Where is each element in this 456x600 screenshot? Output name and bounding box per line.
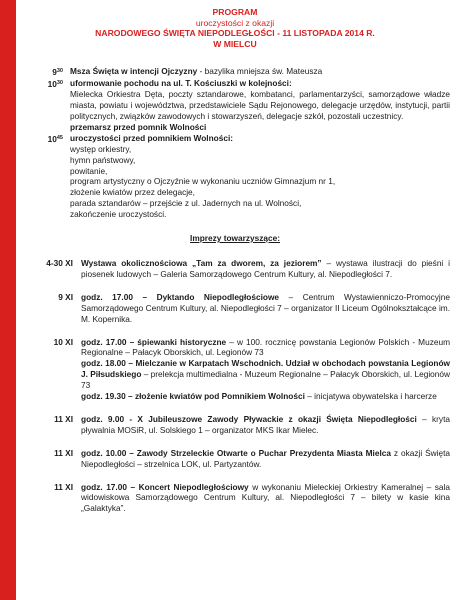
event-text: – Centrum Wystawienniczo-Promocyjne Samorządowego Centrum Kultury, al. Niepodległości 7 – organizator II Liceum Ogólnokształcące im. M. Kopernika. <box>81 291 450 324</box>
schedule-item <box>20 66 450 78</box>
event-description <box>81 448 450 470</box>
program-header <box>20 7 450 49</box>
schedule-time: $9^{30}$ <box>52 67 63 78</box>
event-description <box>81 482 450 515</box>
event-title: godz. 19.30 – złożenie kwiatów pod Pomnikiem Wolności <box>81 391 305 402</box>
event-date: 4-30 XI <box>46 257 73 268</box>
event-date: 10 XI <box>53 336 73 347</box>
schedule-title: uroczystości przed pomnikiem Wolności: <box>70 132 234 143</box>
event-item <box>20 258 450 280</box>
list-item: powitanie, <box>70 165 108 176</box>
event-text: – wystawa ilustracji do pieśni i piosenek ludowych – Galeria Samorządowego Centrum Kultury, al. Niepodległości 7. <box>81 257 450 279</box>
event-text: – w 100. rocznicę powstania Legionów Polskich - Muzeum Regionalne – Pałacyk Oborskich, ul. Legionów 73 <box>81 336 450 358</box>
event-item <box>20 292 450 325</box>
event-description <box>81 337 450 402</box>
event-title: godz. 10.00 – Zawody Strzeleckie Otwarte o Puchar Prezydenta Miasta Mielca <box>81 447 391 458</box>
schedule-time: $10^{30}$ <box>47 79 63 90</box>
header-location: W MIELCU <box>213 38 257 49</box>
section-title: Imprezy towarzyszące: <box>190 233 280 244</box>
event-title: godz. 17.00 – Koncert Niepodległościowy <box>81 481 249 492</box>
event-item <box>20 414 450 436</box>
header-title: PROGRAM <box>212 7 258 17</box>
header-occasion: NARODOWEGO ŚWIĘTA NIEPODLEGŁOŚCI - 11 LISTOPADA 2014 R. <box>95 28 375 39</box>
list-item: parada sztandarów – przejście z ul. Jadernych na ul. Wolności, <box>70 198 302 209</box>
ceremony-items-list <box>70 144 450 220</box>
schedule-followup: przemarsz przed pomnik Wolności <box>70 121 207 132</box>
list-item: hymn państwowy, <box>70 154 136 165</box>
event-item <box>20 337 450 402</box>
event-text: z okazji Święta Niepodległości – strzelnica LOK, ul. Partyzantów. <box>81 447 450 469</box>
event-title: godz. 9.00 - X Jubileuszowe Zawody Pływackie z okazji Święta Niepodległości <box>81 413 417 424</box>
event-text: – inicjatywa obywatelska i harcerze <box>304 391 437 402</box>
schedule-item <box>20 133 450 220</box>
event-date: 11 XI <box>54 481 73 492</box>
header-subtitle: uroczystości z okazji <box>195 17 275 28</box>
event-title: godz. 18.00 – Mielczanie w Karpatach Wschodnich. Udział w obchodach powstania Legionów J. Piłsudskiego <box>81 358 450 380</box>
list-item: występ orkiestry, <box>70 143 132 154</box>
event-title: godz. 17.00 – Dyktando Niepodległościowe <box>81 291 280 302</box>
event-text: – prelekcja multimedialna - Muzeum Regionalne – Pałacyk Oborskich, ul. Legionów 73 <box>81 369 450 391</box>
event-date: 11 XI <box>54 447 73 458</box>
event-title: godz. 17.00 – śpiewanki historyczne <box>81 336 227 347</box>
event-date: 11 XI <box>54 413 73 424</box>
events-list <box>20 258 450 514</box>
list-item: złożenie kwiatów przez delegacje, <box>70 187 195 198</box>
event-description <box>81 258 450 280</box>
event-date: 9 XI <box>58 291 73 302</box>
schedule-text: - bazylika mniejsza św. Mateusza <box>197 66 323 77</box>
schedule-time: $10^{45}$ <box>47 133 63 144</box>
schedule-title: Msza Święta w intencji Ojczyzny <box>70 66 198 77</box>
list-item: zakończenie uroczystości. <box>70 209 167 220</box>
event-description <box>81 292 450 325</box>
event-title: Wystawa okolicznościowa „Tam za dworem, za jeziorem” <box>81 257 322 268</box>
event-text: – kryta pływalnia MOSiR, ul. Solskiego 1 – organizator MKS Ikar Mielec. <box>81 413 450 435</box>
event-text: w wykonaniu Mieleckiej Orkiestry Kameralnej – sala widowiskowa Samorządowego Centrum Kultury, al. Niepodległości 7 – bilety w kasie kina „Galaktyka”. <box>81 481 451 514</box>
left-red-stripe <box>0 0 16 600</box>
list-item: program artystyczny o Ojczyźnie w wykonaniu uczniów Gimnazjum nr 1, <box>70 176 336 187</box>
event-description <box>81 414 450 436</box>
schedule-details: Mielecka Orkiestra Dęta, poczty sztandarowe, kombatanci, parlamentarzyści, samorządowe władze miasta, powiatu i województwa, przedstawiciele Sądu Rejonowego, delegacje urzędów, instytucji, partii politycznych, związków zawodowych i stowarzyszeń, delegacje szkół, pozostali uczestnicy. <box>70 89 450 121</box>
schedule-title: uformowanie pochodu na ul. T. Kościuszki w kolejności: <box>70 78 292 89</box>
program-document <box>20 7 450 526</box>
event-item <box>20 448 450 470</box>
schedule-item <box>20 78 450 133</box>
event-item <box>20 482 450 515</box>
